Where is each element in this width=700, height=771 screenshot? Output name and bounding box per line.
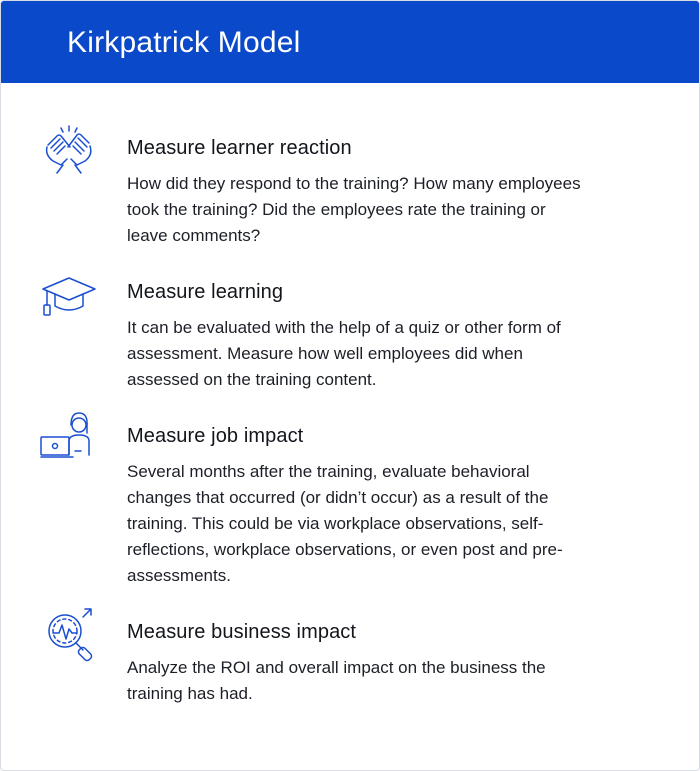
- item-title: Measure learning: [127, 281, 284, 303]
- person-laptop-icon: [39, 407, 99, 467]
- item-title: Measure learner reaction: [127, 137, 352, 159]
- item-description: It can be evaluated with the help of a quiz or other form of assessment. Measure how well employees did when assessed on the training content.: [127, 318, 561, 389]
- header-bar: [1, 1, 699, 83]
- item-description: How did they respond to the training? How many employees took the training? Did the employees rate the training or leave comments?: [127, 174, 581, 245]
- magnifier-chart-icon: [39, 605, 99, 665]
- item-title: Measure job impact: [127, 425, 304, 447]
- item-title: Measure business impact: [127, 621, 357, 643]
- high-five-icon: [39, 121, 99, 181]
- item-description: Analyze the ROI and overall impact on the business the training has had.: [127, 658, 546, 703]
- item-description: Several months after the training, evaluate behavioral changes that occurred (or didn’t occur) as a result of the training. This could be via workplace observations, self-reflections, workplace observations, or even post and pre-assessments.: [127, 462, 563, 585]
- graduation-cap-icon: [39, 267, 99, 327]
- page-title: Kirkpatrick Model: [67, 26, 301, 59]
